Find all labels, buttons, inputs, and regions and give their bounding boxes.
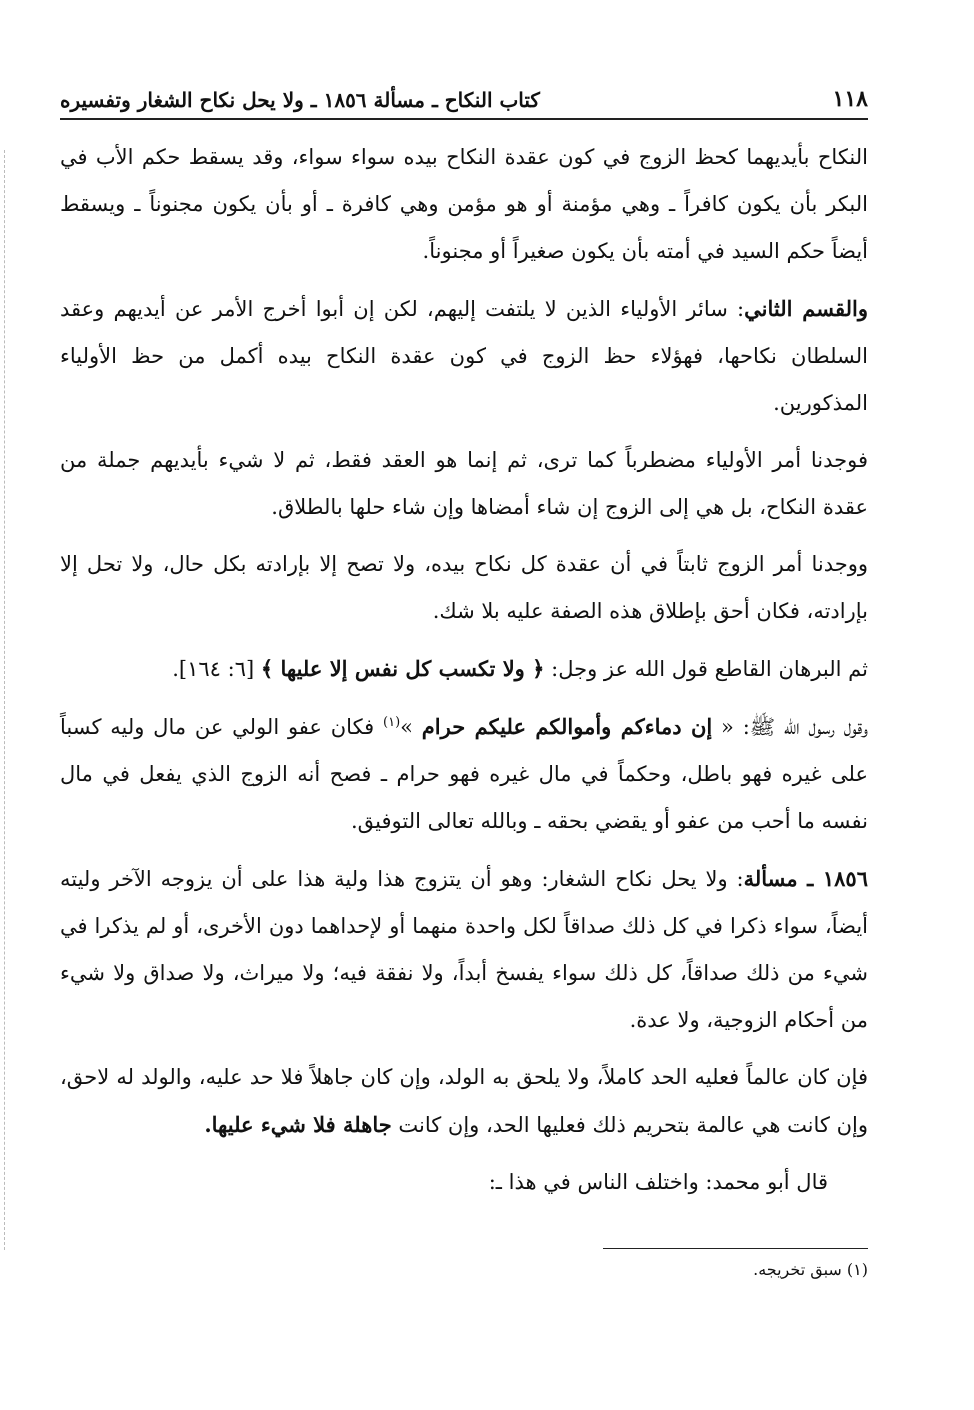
book-page bbox=[60, 70, 868, 1390]
paragraph-6-intro: وقول رسول الله ﷺ: « bbox=[712, 715, 868, 739]
issue-heading: ١٨٥٦ ـ مسألة bbox=[743, 866, 868, 891]
section-heading-second-part: والقسم الثاني bbox=[744, 296, 868, 321]
page-number: ١١٨ bbox=[832, 86, 868, 112]
paragraph-2 bbox=[60, 285, 868, 427]
footnote-marker: (١) bbox=[383, 715, 401, 730]
footnote: (١) سبق تخريجه. bbox=[753, 1260, 868, 1279]
paragraph-8-text: فإن كان عالماً فعليه الحد كاملاً، ولا يلحق به الولد، وإن كان جاهلاً فلا حد عليه، والولد له لاحق، وإن كانت هي عالمة بتحريم ذلك فعليها الحد، وإن كانت bbox=[60, 1065, 868, 1137]
footnote-divider bbox=[603, 1248, 868, 1249]
paragraph-1-text: النكاح بأيديهما كحظ الزوج في كون عقدة النكاح بيده سواء سواء، وقد يسقط حكم الأب في البكر بأن يكون كافراً ـ وهي مؤمنة أو هو مؤمن وهي كافرة ـ أو بأن يكون مجنوناً ـ ويسقط أيضاً حكم السيد في أمته بأن يكون صغيراً أو مجنوناً. bbox=[60, 145, 868, 263]
paragraph-1 bbox=[60, 134, 868, 275]
paragraph-8-ending: جاهلة فلا شيء عليها. bbox=[204, 1112, 392, 1137]
running-head: كتاب النكاح ـ مسألة ١٨٥٦ ـ ولا يحل نكاح الشغار وتفسيره bbox=[60, 88, 540, 112]
page-body bbox=[60, 134, 868, 1206]
paragraph-3 bbox=[60, 437, 868, 531]
quran-verse: ﴿ ولا تكسب كل نفس إلا عليها ﴾ bbox=[260, 656, 545, 681]
paragraph-9 bbox=[60, 1159, 868, 1206]
paragraph-4 bbox=[60, 541, 868, 635]
paragraph-5-intro: ثم البرهان القاطع قول الله عز وجل: bbox=[544, 657, 868, 681]
paragraph-2-text: : سائر الأولياء الذين لا يلتفت إليهم، لكن إن أبوا أخرج الأمر عن أيديهم وعقد السلطان نكاحها، فهؤلاء حظ الزوج في كون عقدة النكاح بيده أكمل من حظ الأولياء المذكورين. bbox=[60, 297, 868, 415]
paragraph-9-text: قال أبو محمد: واختلف الناس في هذا ـ: bbox=[488, 1170, 828, 1194]
paragraph-6-text: فكان عفو الولي عن مال وليه كسباً على غيره فهو باطل، وحكماً في مال غيره فهو حرام ـ فصح أنه الزوج الذي يفعل في مال نفسه ما أحب من عفو أو يقضي بحقه ـ وبالله تعالى التوفيق. bbox=[60, 715, 868, 833]
page-header bbox=[60, 70, 868, 120]
scan-edge-mark bbox=[4, 150, 6, 1250]
verse-reference: [٦: ١٦٤]. bbox=[172, 657, 261, 681]
paragraph-5 bbox=[60, 645, 868, 693]
hadith-close: » bbox=[400, 715, 422, 739]
paragraph-8 bbox=[60, 1054, 868, 1149]
paragraph-7 bbox=[60, 855, 868, 1044]
paragraph-7-text: : ولا يحل نكاح الشغار: وهو أن يتزوج هذا ولية هذا على أن يزوجه الآخر وليته أيضاً، سواء ذكرا في كل ذلك صداقاً لكل واحدة منهما أو لإحداهما دون الأخرى، أو لم يذكرا في شيء من ذلك صداقاً، كل ذلك سواء يفسخ أبداً، ولا نفقة فيه؛ ولا ميراث، ولا صداق ولا شيء من أحكام الزوجية، ولا عدة. bbox=[60, 867, 868, 1032]
hadith-quote: إن دماءكم وأموالكم عليكم حرام bbox=[421, 714, 713, 739]
paragraph-4-text: ووجدنا أمر الزوج ثابتاً في أن عقدة كل نكاح بيده، ولا تصح إلا بإرادته بكل حال، ولا تحل إلا بإرادته، فكان أحق بإطلاق هذه الصفة عليه بلا شك. bbox=[60, 552, 868, 623]
paragraph-3-text: فوجدنا أمر الأولياء مضطرباً كما ترى، ثم إنما هو العقد فقط، ثم لا شيء بأيديهم جملة من عقدة النكاح، بل هي إلى الزوج إن شاء أمضاها وإن شاء حلها بالطلاق. bbox=[60, 448, 868, 519]
paragraph-6 bbox=[60, 703, 868, 845]
